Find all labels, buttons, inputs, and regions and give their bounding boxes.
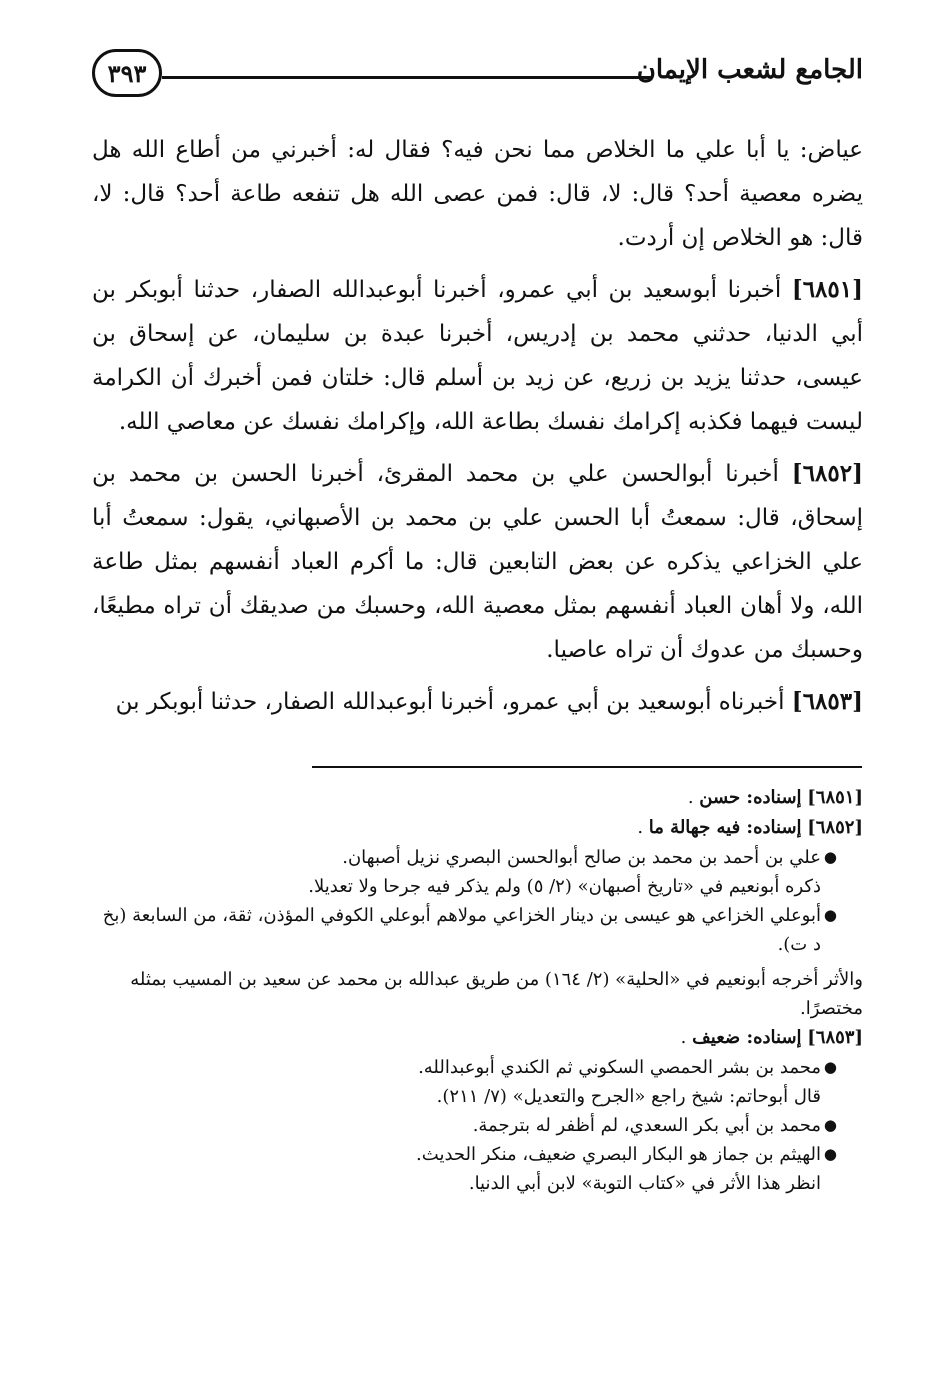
hadith-6851 bbox=[92, 268, 863, 444]
narrator-note: علي بن أحمد بن محمد بن صالح أبوالحسن البصري نزيل أصبهان. bbox=[342, 847, 821, 868]
page-number: ٣٩٣ bbox=[92, 49, 162, 97]
narrator-note: محمد بن أبي بكر السعدي، لم أظفر له بترجمة. bbox=[472, 1115, 821, 1136]
footnote-grade: إسناده: ضعيف bbox=[692, 1027, 802, 1048]
narrator-note: محمد بن بشر الحمصي السكوني ثم الكندي أبوعبدالله. bbox=[418, 1057, 821, 1078]
main-text bbox=[92, 128, 863, 732]
footnote-6853-list bbox=[92, 1053, 863, 1082]
list-item bbox=[92, 1140, 863, 1169]
narrator-note: الهيثم بن جماز هو البكار البصري ضعيف، منكر الحديث. bbox=[416, 1144, 821, 1165]
footnote-grade: إسناده: فيه جهالة ما bbox=[648, 817, 802, 838]
footnote-6853 bbox=[92, 1023, 863, 1053]
bullet-icon: ● bbox=[823, 1116, 837, 1134]
footnote-6851 bbox=[92, 783, 863, 813]
footnote-6853-reference: انظر هذا الأثر في «كتاب التوبة» لابن أبي الدنيا. bbox=[468, 1173, 821, 1194]
footnote-6853-list-2 bbox=[92, 1111, 863, 1169]
header-rule bbox=[162, 76, 653, 79]
hadith-6853 bbox=[92, 680, 863, 724]
hadith-text: أخبرناه أبوسعيد بن أبي عمرو، أخبرنا أبوعبدالله الصفار، حدثنا أبوبكر بن bbox=[115, 689, 785, 715]
narrator-note-continuation: قال أبوحاتم: شيخ راجع «الجرح والتعديل» (٧/ ٢١١). bbox=[436, 1086, 821, 1107]
footnote-6852-list-2 bbox=[92, 901, 863, 959]
footnote-grade: إسناده: حسن bbox=[699, 787, 802, 808]
hadith-number: [٦٨٥٢] bbox=[791, 460, 863, 487]
list-item bbox=[92, 843, 863, 872]
hadith-6852 bbox=[92, 452, 863, 672]
list-item bbox=[92, 1053, 863, 1082]
footnote-end: . bbox=[680, 1027, 687, 1048]
hadith-text: أخبرنا أبوالحسن علي بن محمد المقرئ، أخبرنا الحسن بن محمد بن إسحاق، قال: سمعتُ أبا الحسن علي بن محمد بن الأصبهاني، يقول: سمعتُ أبا علي الخزاعي يذكره عن بعض التابعين قال: ما أكرم العباد أنفسهم بمثل طاعة الله، ولا أهان العباد أنفسهم بمثل معصية الله، وحسبك من صديقك أن تراه مطيعًا، وحسبك من عدوك أن تراه عاصيا. bbox=[92, 461, 863, 663]
footnote-end: . bbox=[687, 787, 694, 808]
footnote-number: [٦٨٥١] bbox=[807, 787, 863, 808]
footnotes bbox=[92, 783, 863, 1198]
bullet-icon: ● bbox=[823, 1058, 837, 1076]
list-item bbox=[92, 1111, 863, 1140]
running-header-title: الجامع لشعب الإيمان bbox=[636, 55, 863, 85]
footnote-number: [٦٨٥٢] bbox=[807, 817, 863, 838]
narrator-note: أبوعلي الخزاعي هو عيسى بن دينار الخزاعي مولاهم أبوعلي الكوفي المؤذن، ثقة، من السابعة (بخ د ت). bbox=[102, 905, 821, 955]
footnote-number: [٦٨٥٣] bbox=[807, 1027, 863, 1048]
bullet-icon: ● bbox=[823, 906, 837, 924]
list-item bbox=[92, 901, 863, 959]
hadith-text: أخبرنا أبوسعيد بن أبي عمرو، أخبرنا أبوعبدالله الصفار، حدثنا أبوبكر بن أبي الدنيا، حدثني محمد بن إدريس، أخبرنا عبدة بن سليمان، عن إسحاق بن عيسى، حدثنا يزيد بن زريع، عن زيد بن أسلم قال: خلتان فمن أخبرك أن الكرامة ليست فيهما فكذبه إكرامك نفسك بطاعة الله، وإكرامك نفسك عن معاصي الله. bbox=[92, 277, 863, 435]
narrator-note-continuation: ذكره أبونعيم في «تاريخ أصبهان» (٢/ ٥) ولم يذكر فيه جرحا ولا تعديلا. bbox=[308, 876, 821, 897]
bullet-icon: ● bbox=[823, 1145, 837, 1163]
bullet-icon: ● bbox=[823, 848, 837, 866]
footnote-end: . bbox=[637, 817, 644, 838]
hadith-number: [٦٨٥٣] bbox=[791, 688, 863, 715]
footnote-6852 bbox=[92, 813, 863, 843]
footnote-separator bbox=[312, 766, 862, 768]
hadith-number: [٦٨٥١] bbox=[791, 276, 864, 303]
footnote-6852-source: والأثر أخرجه أبونعيم في «الحلية» (٢/ ١٦٤) من طريق عبدالله بن محمد عن سعيد بن المسيب بمثله مختصرًا. bbox=[130, 969, 863, 1019]
paragraph-continuation: عياض: يا أبا علي ما الخلاص مما نحن فيه؟ فقال له: أخبرني من أطاع الله هل يضره معصية أحد؟ قال: لا، قال: فمن عصى الله هل تنفعه طاعة أحد؟ قال: لا، قال: هو الخلاص إن أردت. bbox=[92, 137, 863, 251]
footnote-6852-list bbox=[92, 843, 863, 872]
